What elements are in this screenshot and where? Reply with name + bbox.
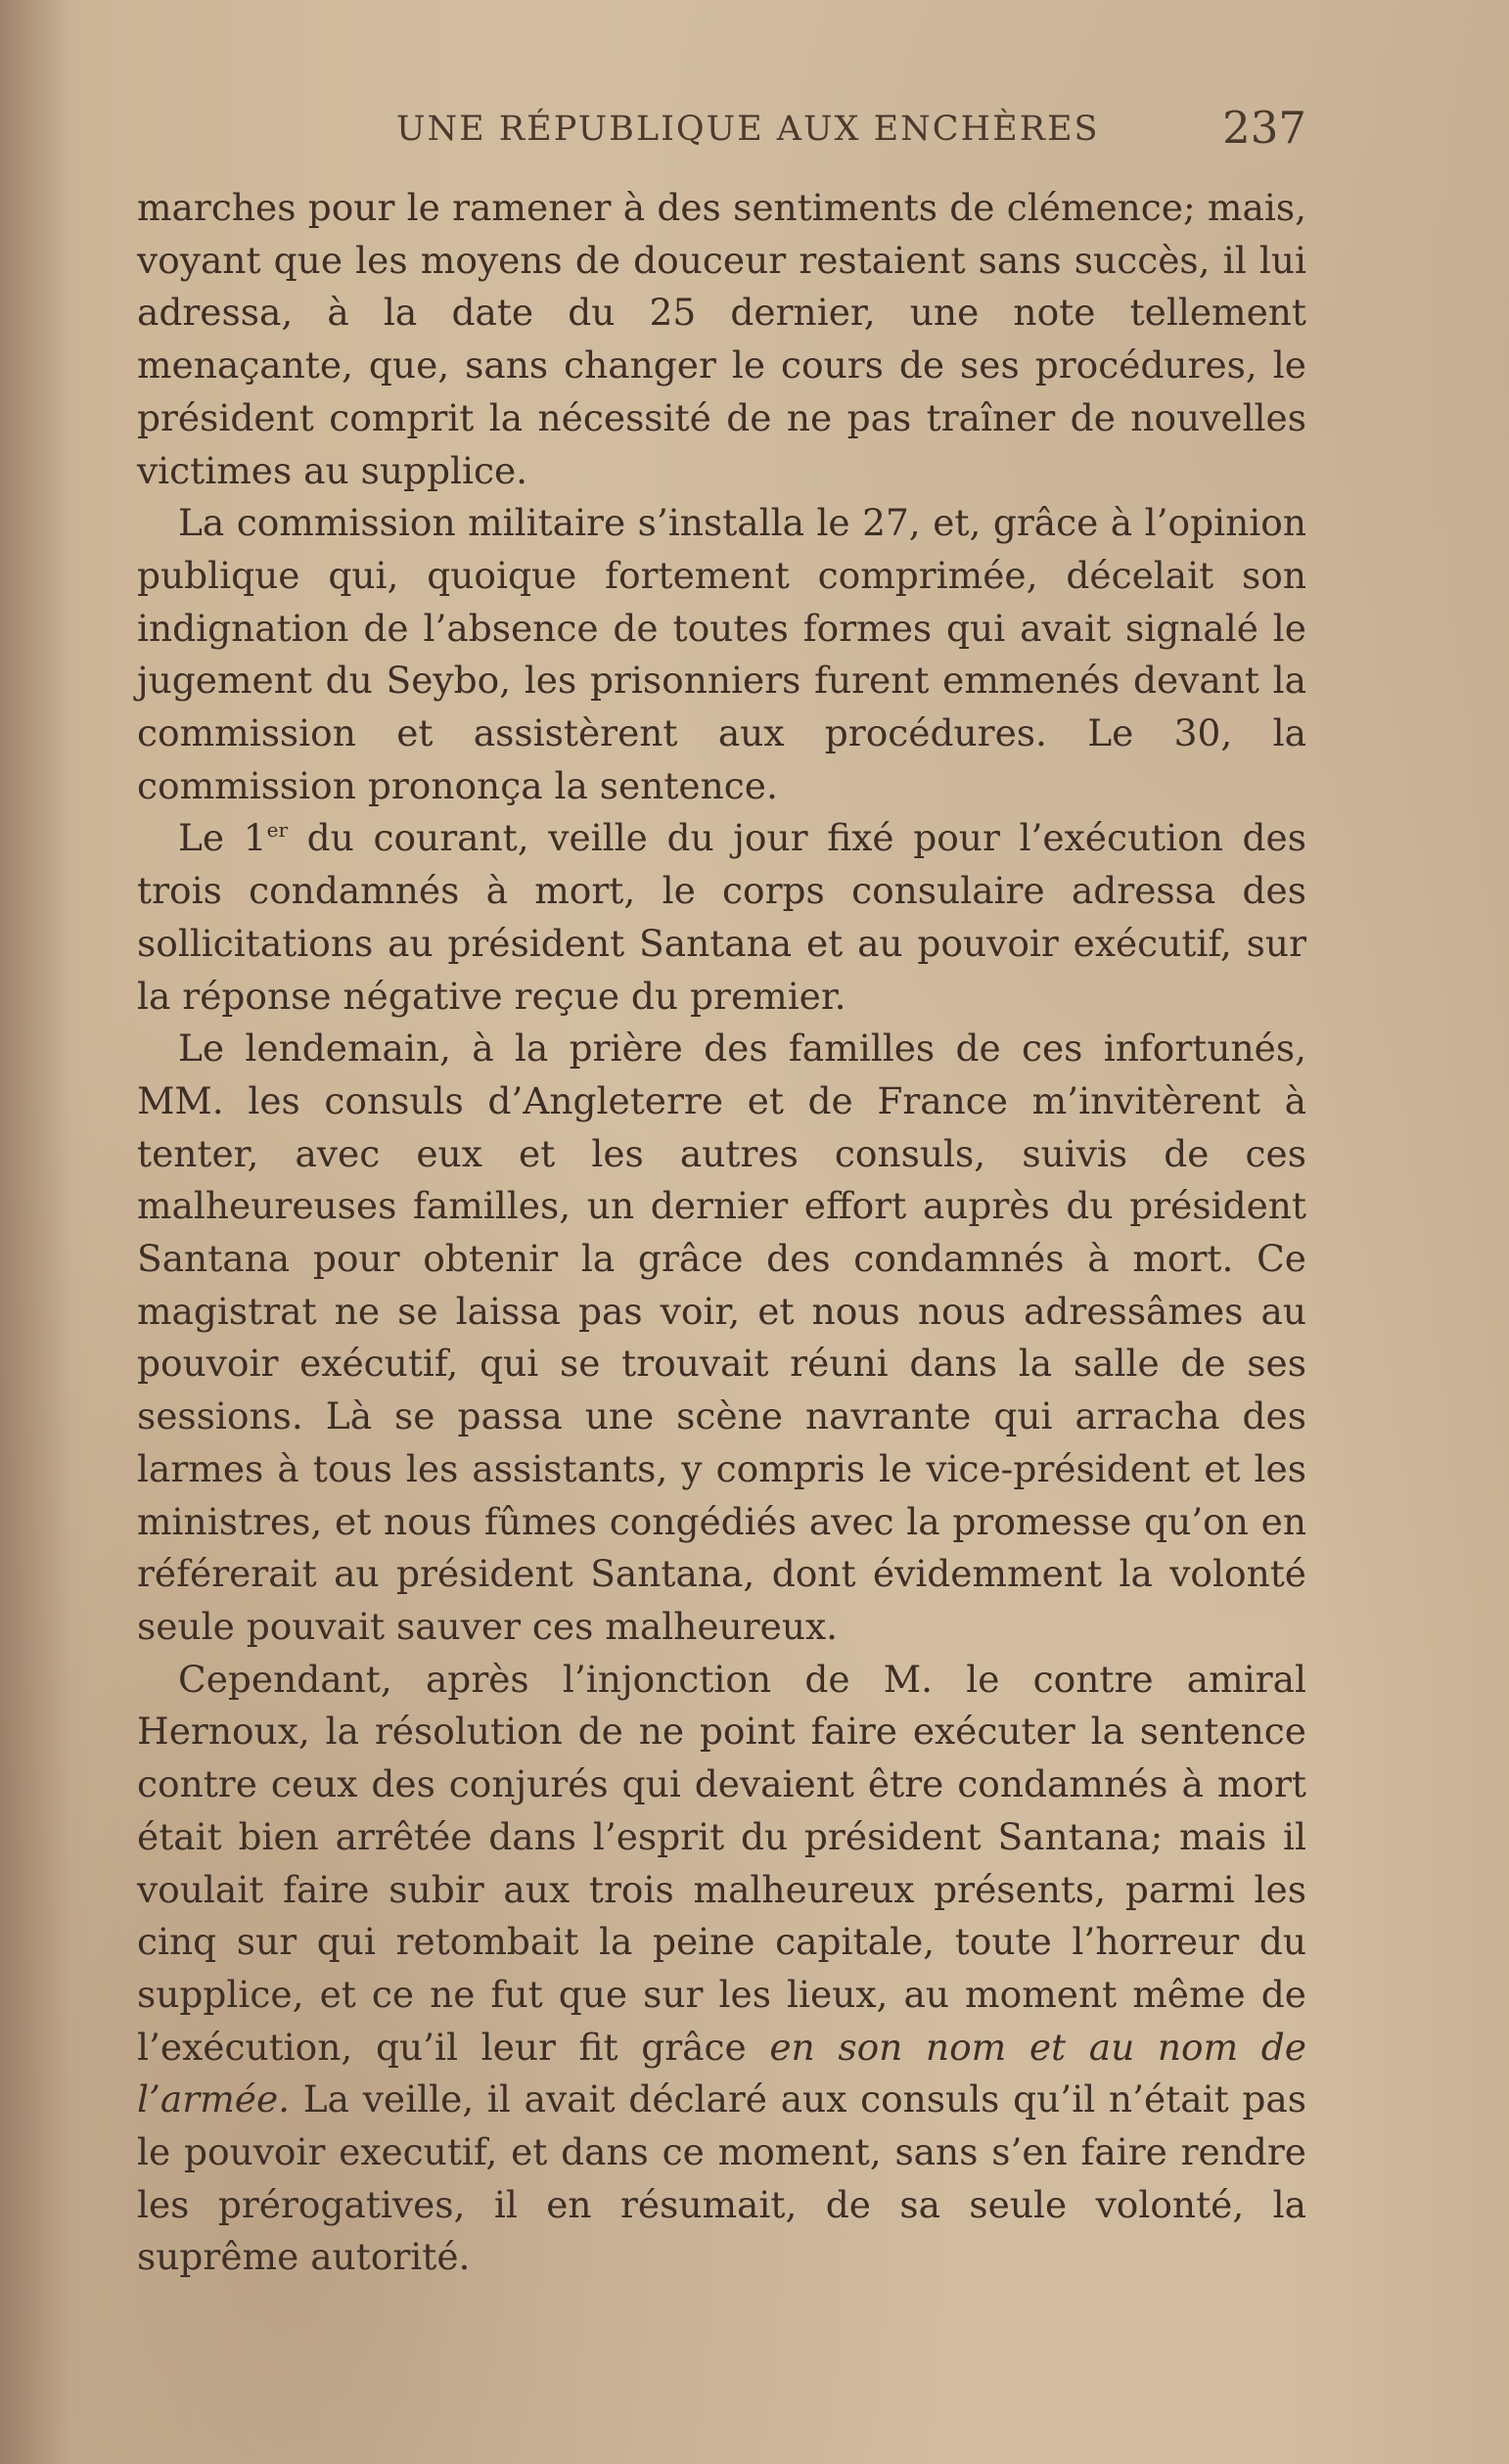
ordinal-superscript: er: [266, 818, 289, 843]
paragraph-1: marches pour le ramener à des sentiments de clémence; mais, voyant que les moyens de douceur restaient sans succès, il lui adressa, à la date du 25 dernier, une note tellement menaçante, que, sans changer le cours de ses procédures, le président comprit la nécessité de ne pas traîner de nouvelles victimes au supplice.: [137, 186, 1306, 492]
page-number: 237: [1222, 102, 1306, 154]
paragraph-5-rest: La veille, il avait déclaré aux consuls qu’il n’était pas le pouvoir executif, et dans ce moment, sans s’en faire rendre les prérogatives, il en résumait, de sa seule volonté, la suprême autorité.: [137, 2077, 1306, 2279]
italic-quote: en son nom et au nom de l’armée.: [137, 2025, 1306, 2122]
page-gutter-shadow: [0, 0, 69, 2464]
paragraph-3-start: Le 1: [178, 816, 267, 860]
paragraph-5: [137, 1654, 1306, 2284]
paragraph-3: [137, 812, 1306, 1023]
body-text: [137, 182, 1306, 2284]
running-title: UNE RÉPUBLIQUE AUX ENCHÈRES: [396, 110, 1100, 149]
paragraph-4: Le lendemain, à la prière des familles de ces infortunés, MM. les consuls d’Angleterre et de France m’invitèrent à tenter, avec eux et les autres consuls, suivis de ces malheureuses familles, un dernier effort auprès du président Santana pour obtenir la grâce des condamnés à mort. Ce magistrat ne se laissa pas voir, et nous nous adressâmes au pouvoir exécutif, qui se trouvait réuni dans la salle de ses sessions. Là se passa une scène navrante qui arracha des larmes à tous les assistants, y compris le vice-président et les ministres, et nous fûmes congédiés avec la promesse qu’on en référerait au président Santana, dont évidemment la volonté seule pouvait sauver ces malheureux.: [137, 1027, 1306, 1648]
paragraph-2: La commission militaire s’installa le 27, et, grâce à l’opinion publique qui, quoique fortement comprimée, décelait son indignation de l’absence de toutes formes qui avait signalé le jugement du Seybo, les prisonniers furent emmenés devant la commission et assistèrent aux procédures. Le 30, la commission prononça la sentence.: [137, 501, 1306, 807]
page-header: [137, 98, 1306, 157]
paragraph-5-start: Cependant, après l’injonction de M. le contre amiral Hernoux, la résolution de ne point faire exécuter la sentence contre ceux des conjurés qui devaient être condamnés à mort était bien arrêtée dans l’esprit du président Santana; mais il voulait faire subir aux trois malheureux présents, parmi les cinq sur qui retombait la peine capitale, toute l’horreur du supplice, et ce ne fut que sur les lieux, au moment même de l’exécution, qu’il leur fit grâce: [137, 1657, 1306, 2069]
paragraph-3-rest: du courant, veille du jour fixé pour l’exécution des trois condamnés à mort, le corps consulaire adressa des sollicitations au président Santana et au pouvoir exécutif, sur la réponse négative reçue du premier.: [137, 816, 1306, 1018]
